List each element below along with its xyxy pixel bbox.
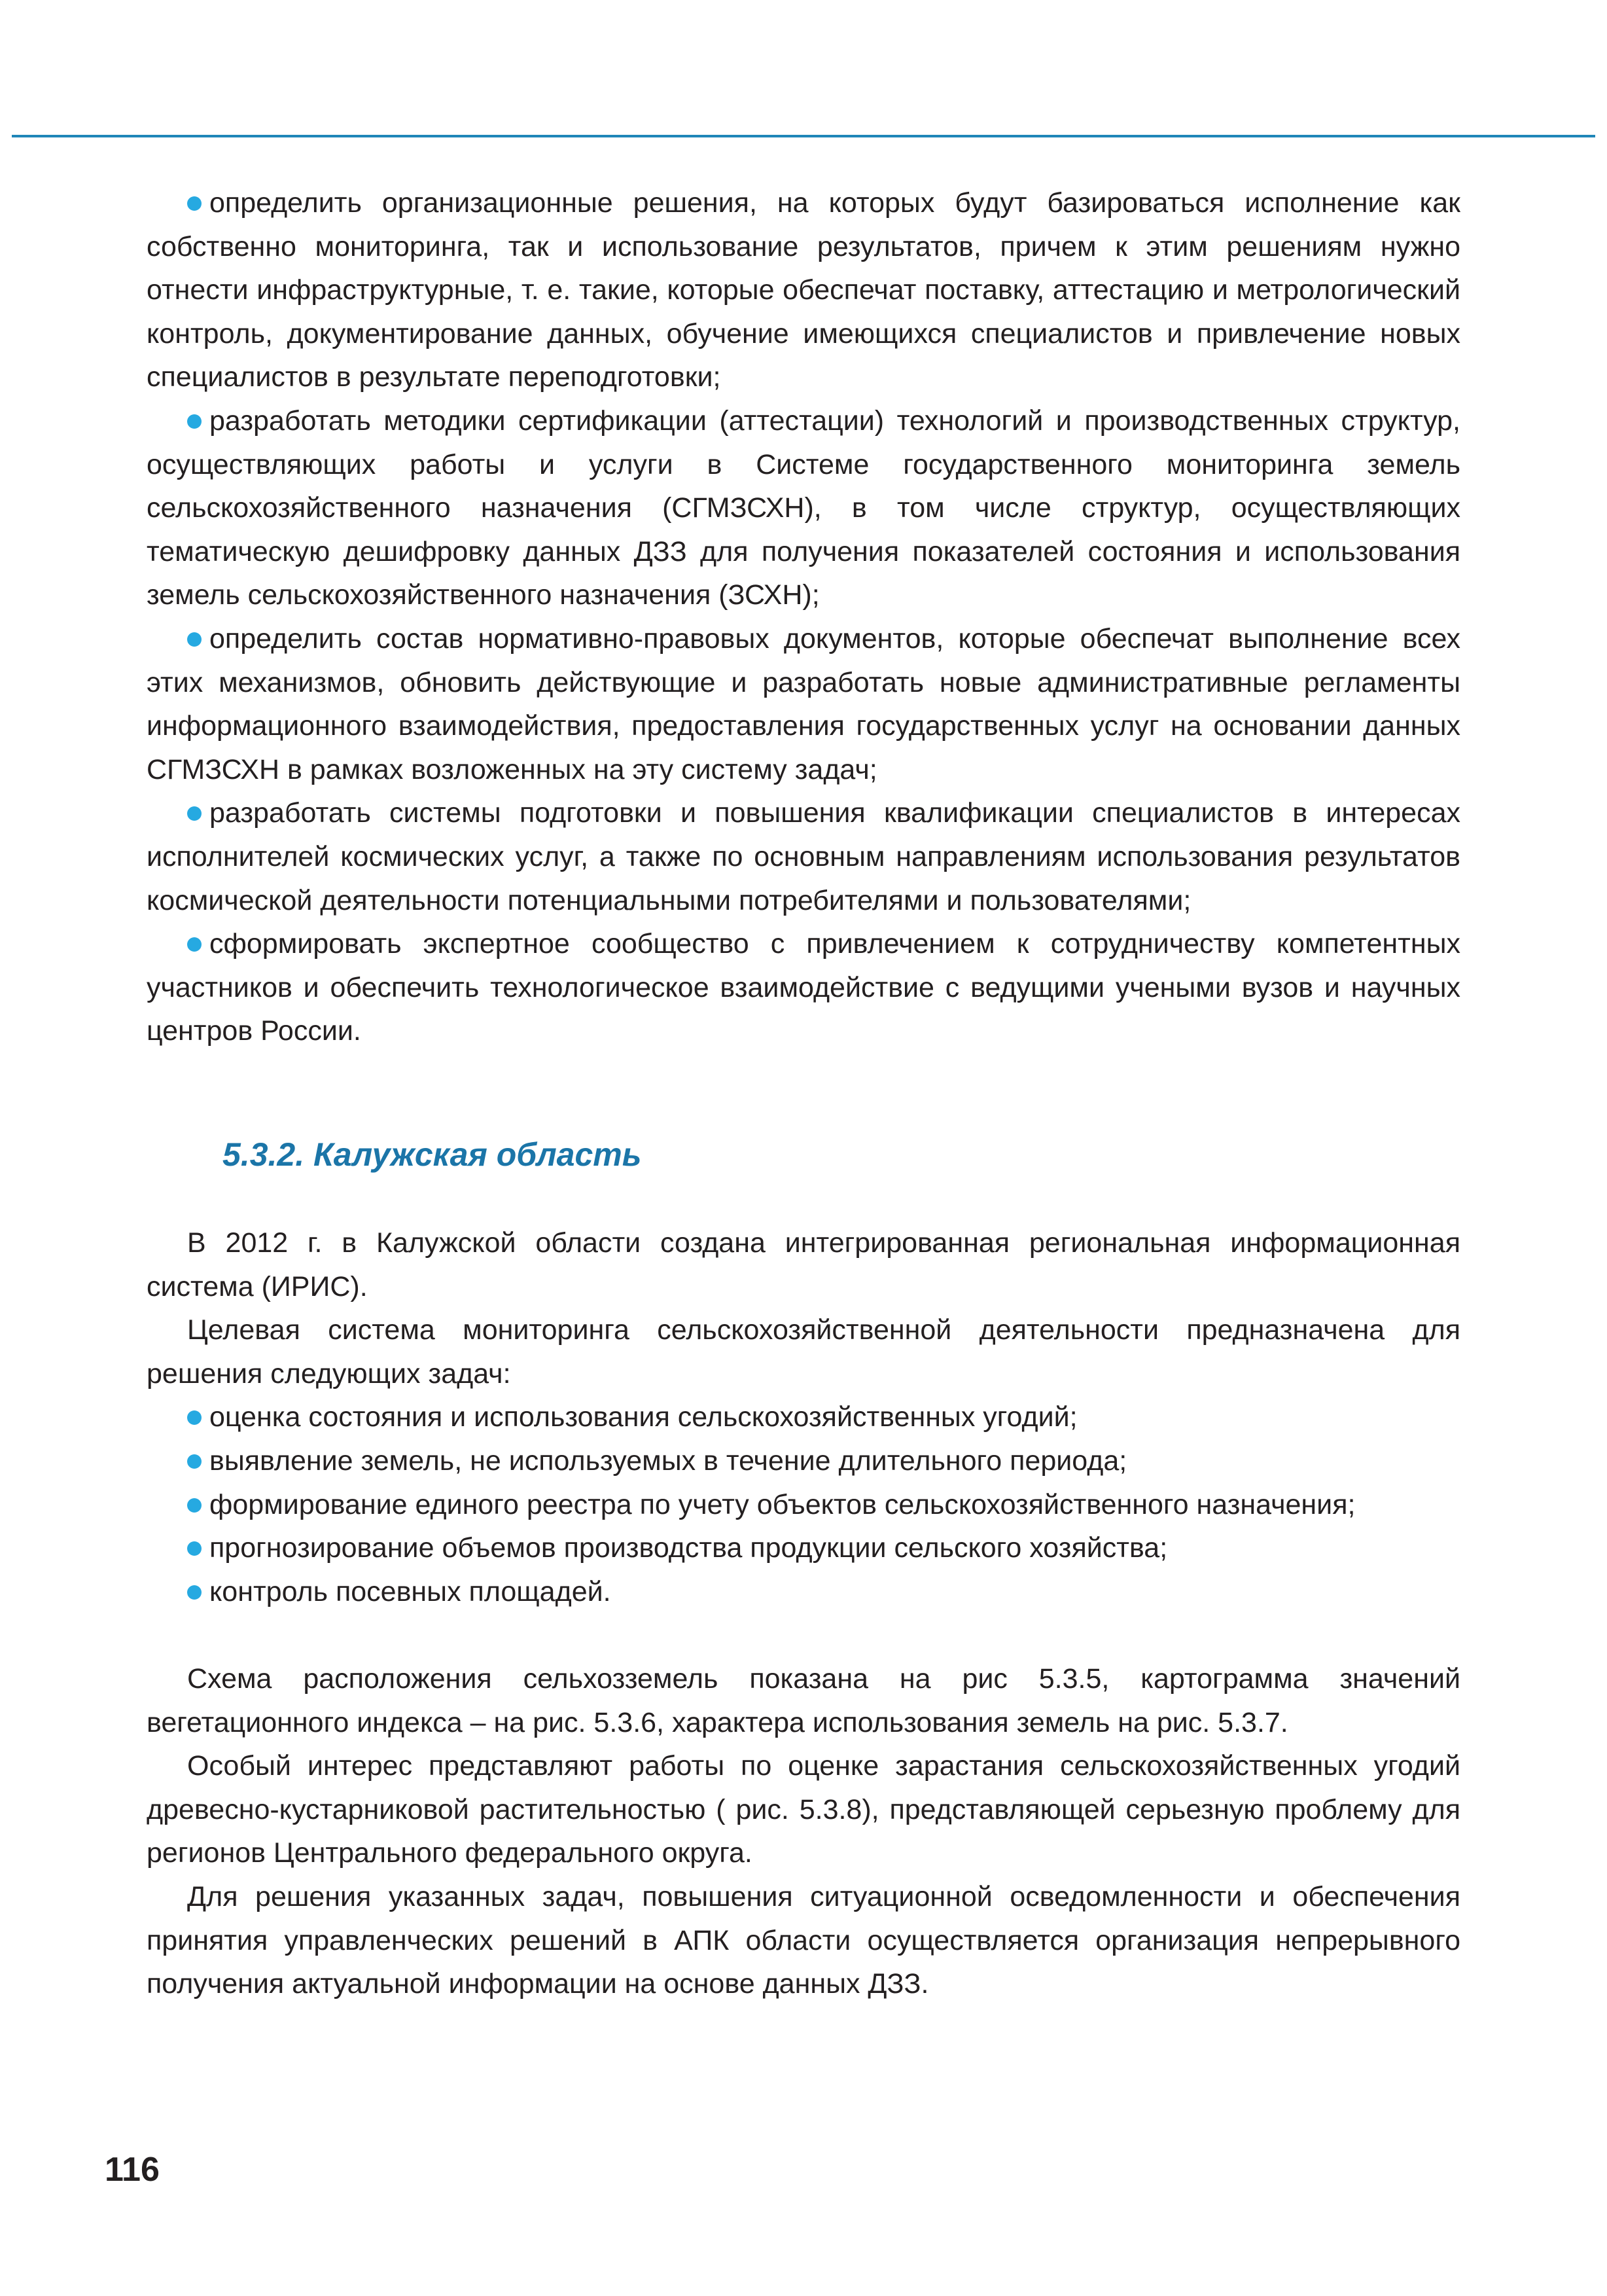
bullet-dot-icon [187,1410,202,1425]
bullet-dot-icon [187,937,202,952]
list-item-text: определить организационные решения, на которых будут базироваться исполнение как собственно мониторинга, так и использование результатов, причем к этим решениям нужно отнести инфраструктурные, т. е. такие, которые обеспечат поставку, аттестацию и метрологический контроль, документирование данных, обучение имеющихся специалистов и привлечение новых специалистов в результате переподготовки; [147,187,1460,393]
list-item-text: разработать системы подготовки и повышения квалификации специалистов в интересах исполнителей космических услуг, а также по основным направлениям использования результатов космической деятельности потенциальными потребителями и пользователями; [147,797,1460,916]
list-item-text: прогнозирование объемов производства продукции сельского хозяйства; [209,1532,1168,1564]
list-item [147,181,1460,399]
list-item-text: оценка состояния и использования сельскохозяйственных угодий; [209,1401,1078,1433]
top-bullet-list [147,181,1460,1053]
list-item-text: сформировать экспертное сообщество с привлечением к сотрудничеству компетентных участников и обеспечить технологическое взаимодействие с ведущими учеными вузов и научных центров России. [147,928,1460,1047]
bullet-dot-icon [187,1454,202,1469]
bullet-dot-icon [187,632,202,647]
list-item [147,399,1460,617]
list-item [147,1526,1460,1570]
bullet-dot-icon [187,1498,202,1513]
bullet-dot-icon [187,806,202,821]
list-item [147,617,1460,791]
paragraph: Целевая система мониторинга сельскохозяйственной деятельности предназначена для решения следующих задач: [147,1314,1460,1390]
list-item-text: контроль посевных площадей. [209,1575,611,1607]
paragraph: Схема расположения сельхозземель показана на рис 5.3.5, картограмма значений вегетационного индекса – на рис. 5.3.6, характера использования земель на рис. 5.3.7. [147,1663,1460,1738]
list-item [147,922,1460,1053]
list-item-text: определить состав нормативно-правовых документов, которые обеспечат выполнение всех этих механизмов, обновить действующие и разработать новые административные регламенты информационного взаимодействия, предоставления государственных услуг на основании данных СГМЗСХН в рамках возложенных на эту систему задач; [147,622,1460,785]
bullet-dot-icon [187,414,202,429]
list-item-text: разработать методики сертификации (аттестации) технологий и производственных структур, осуществляющих работы и услуги в Системе государственного мониторинга земель сельскохозяйственного назначения (СГМЗСХН), в том числе структур, осуществляющих тематическую дешифровку данных ДЗЗ для получения показателей состояния и использования земель сельскохозяйственного назначения (ЗСХН); [147,404,1460,611]
top-divider-rule [12,135,1595,137]
list-item [147,1395,1460,1439]
section-heading: 5.3.2. Калужская область [222,1136,642,1173]
bullet-dot-icon [187,1585,202,1600]
list-item [147,1483,1460,1527]
bullet-dot-icon [187,196,202,211]
paragraph: Особый интерес представляют работы по оценке зарастания сельскохозяйственных угодий древесно-кустарниковой растительностью ( рис. 5.3.8), представляющей серьезную проблему для регионов Центрального федерального округа. [147,1750,1460,1869]
list-item-text: выявление земель, не используемых в течение длительного периода; [209,1444,1127,1477]
paragraph: В 2012 г. в Калужской области создана интегрированная региональная информационная система (ИРИС). [147,1227,1460,1302]
list-item [147,791,1460,922]
section-closing [147,1657,1460,2006]
section-intro [147,1221,1460,1613]
bullet-dot-icon [187,1541,202,1556]
page-number: 116 [105,2151,160,2189]
list-item [147,1439,1460,1483]
list-item-text: формирование единого реестра по учету объектов сельскохозяйственного назначения; [209,1488,1356,1520]
paragraph: Для решения указанных задач, повышения ситуационной осведомленности и обеспечения принятия управленческих решений в АПК области осуществляется организация непрерывного получения актуальной информации на основе данных ДЗЗ. [147,1880,1460,2000]
list-item [147,1570,1460,1614]
